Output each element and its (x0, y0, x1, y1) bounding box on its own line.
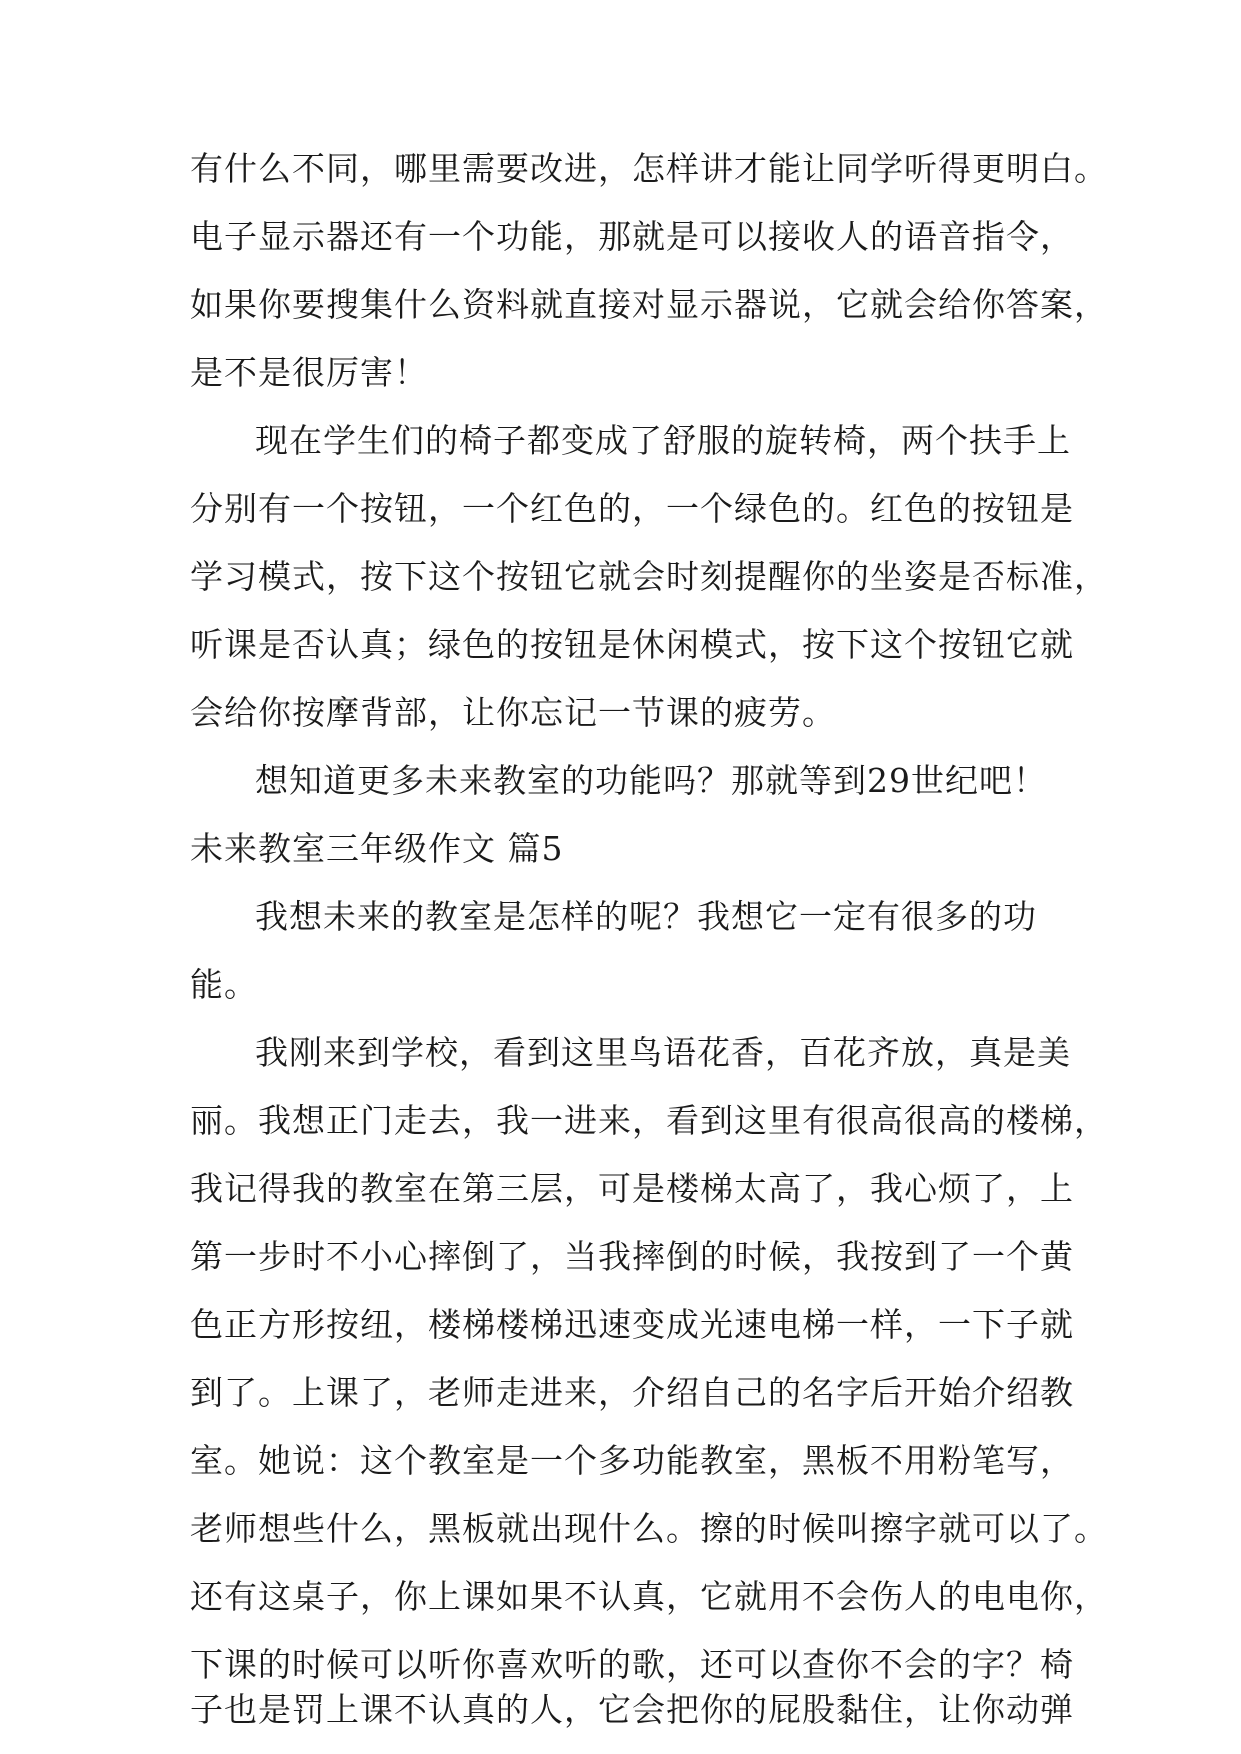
text-line: 如果你要搜集什么资料就直接对显示器说，它就会给你答案， (190, 285, 1108, 324)
text-line: 子也是罚上课不认真的人，它会把你的屁股黏住，让你动弹 (190, 1690, 1074, 1729)
text-line: 室。她说：这个教室是一个多功能教室，黑板不用粉笔写， (190, 1441, 1074, 1480)
section-heading: 未来教室三年级作文 篇5 (190, 829, 564, 868)
paragraph-start-line: 想知道更多未来教室的功能吗？那就等到29世纪吧！ (255, 761, 1047, 800)
paragraph-start-line: 我想未来的教室是怎样的呢？我想它一定有很多的功 (255, 897, 1037, 936)
text-line: 会给你按摩背部，让你忘记一节课的疲劳。 (190, 693, 836, 732)
text-line: 我记得我的教室在第三层，可是楼梯太高了，我心烦了，上 (190, 1169, 1074, 1208)
text-line: 下课的时候可以听你喜欢听的歌，还可以查你不会的字？椅 (190, 1645, 1074, 1684)
text-line: 分别有一个按钮，一个红色的，一个绿色的。红色的按钮是 (190, 489, 1074, 528)
text-line: 色正方形按纽，楼梯楼梯迅速变成光速电梯一样，一下子就 (190, 1305, 1074, 1344)
text-line: 到了。上课了，老师走进来，介绍自己的名字后开始介绍教 (190, 1373, 1074, 1412)
text-line: 能。 (190, 965, 258, 1004)
text-line: 听课是否认真；绿色的按钮是休闲模式，按下这个按钮它就 (190, 625, 1074, 664)
text-line: 学习模式，按下这个按钮它就会时刻提醒你的坐姿是否标准， (190, 557, 1108, 596)
text-line: 老师想些什么，黑板就出现什么。擦的时候叫擦字就可以了。 (190, 1509, 1108, 1548)
paragraph-start-line: 现在学生们的椅子都变成了舒服的旋转椅，两个扶手上 (255, 421, 1071, 460)
text-line: 是不是很厉害！ (190, 353, 428, 392)
text-line: 有什么不同，哪里需要改进，怎样讲才能让同学听得更明白。 (190, 149, 1108, 188)
text-line: 电子显示器还有一个功能，那就是可以接收人的语音指令， (190, 217, 1074, 256)
text-line: 丽。我想正门走去，我一进来，看到这里有很高很高的楼梯， (190, 1101, 1108, 1140)
text-line: 还有这桌子，你上课如果不认真，它就用不会伤人的电电你， (190, 1577, 1108, 1616)
paragraph-start-line: 我刚来到学校，看到这里鸟语花香，百花齐放，真是美 (255, 1033, 1071, 1072)
text-line: 第一步时不小心摔倒了，当我摔倒的时候，我按到了一个黄 (190, 1237, 1074, 1276)
